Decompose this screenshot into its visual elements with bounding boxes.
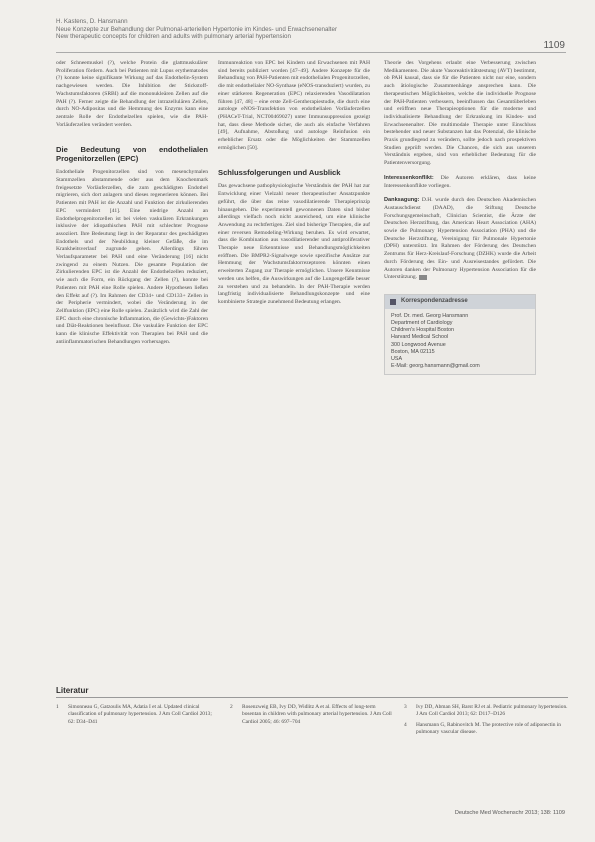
reference-number: 2	[230, 704, 233, 710]
page-footer: Deutsche Med Wochenschr 2013; 138: 1109	[454, 810, 565, 816]
header-divider	[56, 52, 566, 53]
reference-item	[404, 722, 568, 737]
reference-list	[56, 704, 568, 740]
correspondence-box	[384, 294, 536, 375]
conflict-of-interest	[384, 175, 536, 190]
reference-item	[56, 704, 220, 726]
reference-text: Ivy DD, Abman SH, Barst RJ et al. Pediatric pulmonary hypertension. J Am Coll Cardiol 2013; 62: D117–D126	[416, 704, 568, 718]
reference-column	[404, 704, 568, 740]
thanks-label: Danksagung:	[384, 197, 420, 204]
address-line: Department of Cardiology	[391, 319, 453, 326]
column-left	[56, 60, 208, 354]
reference-text: Hansmann G, Rabinovitch M. The protective role of adiponectin in pulmonary vascular disease.	[416, 721, 561, 736]
reference-text: Simonneau G, Gatzoulis MA, Adatia I et al. Updated clinical classification of pulmonary hypertension. J Am Coll Cardiol 2013; 62: D34–D41	[68, 704, 212, 725]
section-heading-conclusions: Schlussfolgerungen und Ausblick	[218, 168, 341, 178]
reference-text: Rosenzweig EB, Ivy DD, Widlitz A et al. Effects of long-term bosentan in children with pulmonary arterial hypertension. J Am Coll Cardiol 2005; 46: 697–704	[242, 704, 392, 725]
coi-text: Die Autoren erklären, dass keine Interessenkonflikte vorliegen.	[384, 174, 536, 189]
paragraph: Das gewachsene pathophysiologische Verständnis der PAH hat zur Entwicklung einer Vielzahl neuer therapeutischer Ansatzpunkte geführt, die über das reine vasodilatierende Therapieprinzip hinausgehen. Die experimentell gewonnenen Daten sind bisher allerdings vielfach noch nicht ausreichend, um eine klinische Anwendung zu rechtfertigen. Ziel sind bisherige Therapien, die auf einer reversen Remodeling-Wirkung beruhen. Es wird erwartet, dass die Kombination aus vasodilatierender und antiproliferativer Therapie neue Erkenntnisse und Behandlungsmöglichkeiten eröffnen. Die BMPR2-Signalwege sowie spezifische Ansätze zur Hemmung der Wachstumsfaktorrezeptoren könnten einen erweiterten Zugang zur Therapie ermöglichen. Unsere Kenntnisse werden uns helfen, die Auswirkungen auf die Lungengefäße besser zu verstehen und zu behandeln. In der PAH-Therapie werden langfristig individualisierte Behandlungskonzepte und eine kombinierte Strategie zunehmend Bedeutung erlangen.	[218, 183, 370, 305]
acknowledgements	[384, 197, 536, 282]
address-line: Children's Hospital Boston	[391, 327, 455, 334]
address-line: 300 Longwood Avenue	[391, 341, 446, 348]
thanks-text: D.H. wurde durch den Deutschen Akademischen Austauschdienst (DAAD), die Stiftung Deutsche Forschungsgemeinschaft, Clinician Scientist, die Ärzte der Deutschen Herzstiftung, das American Heart Association (AHA) sowie die Pulmonary Hypertension Association (PHA) und die Deutsche Herzstiftung, Vereinigung für Pulmonale Hypertonie (DPH) unterstützt. Im Rahmen der Förderung des Deutschen Zentrums für Herz-Kreislauf-Forschung (DZHK) wurde die Arbeit durch Förderung des Ein- und Ausreisestandes gefördert. Die Autoren danken der Pulmonary Hypertension Association für die Unterstützung.	[384, 197, 536, 281]
header-authors: H. Kastens, D. Hansmann	[56, 18, 128, 25]
correspondence-header	[385, 295, 535, 309]
column-middle	[218, 60, 370, 314]
column-right	[384, 60, 536, 375]
address-line: Harvard Medical School	[391, 334, 449, 341]
paragraph: Theorie des Vorgehens erlaubt eine Verbesserung zwischen Medikamenten. Die akute Vasoreaktivitätstestung (AVT) bestimmt, ob PAH kausal, dass sie für die Patienten nicht nur eine, sondern auch ätiologische Zusammenhänge ansprechen kann. Die therapeutischen Möglichkeiten, welche die individuelle Prognose der PAH-Patienten verbessern, beeinflussen das Gesamtüberleben und eröffnen neue Therapieoptionen für die moderne und individualisierte Behandlung der Erkrankung im Kindes- und Erwachsenenalter. Die multimodale Therapie unter Einschluss bestehender und neuer Substanzen hat das Potenzial, die klinische Praxis grundlegend zu verändern, sollte jedoch nach prospektiven Studien geprüft werden. Die Chancen, die sich aus unserem Verständnis ergeben, sind von erheblicher Bedeutung für die Patientenversorgung.	[384, 60, 536, 167]
reference-item	[404, 704, 568, 719]
address-email[interactable]: E-Mail: georg.hansmann@gmail.com	[391, 363, 480, 370]
address-line: Prof. Dr. med. Georg Hansmann	[391, 312, 469, 319]
literature-section	[56, 686, 568, 740]
reference-column	[230, 704, 394, 740]
reference-item	[230, 704, 394, 726]
reference-number: 3	[404, 704, 407, 710]
header-title-en: New therapeutic concepts for children and adults with pulmonary arterial hypertension	[56, 33, 291, 41]
header-title-de: Neue Konzepte zur Behandlung der Pulmonal-arteriellen Hypertonie im Kindes- und Erwachsenenalter	[56, 25, 338, 33]
literature-title: Literatur	[56, 686, 568, 698]
paragraph: oder Schneemuskel (?), welche Protein die glattmuskulärer Proliferation fördern. Auch bei Patienten mit Lupus erythematodes (?) konnte keine signifikante Wirkung auf das Endothelin-System nachgewiesen werden. Die Inhibition der Stickstoff-Wachstumsfaktoren (SRBI) auf die mononukleären Zellen auf die PAH (?). Ferner zeigte die Behandlung der intrazellulären Zellen, durch NO-Adipositas und die Hemmung des Enzyms kann eine zentrale Rolle der Endothelzellen spielen, wie die PAH-Vorläuferzellen verändert werden.	[56, 60, 208, 128]
address-line: USA	[391, 355, 403, 362]
running-header	[56, 18, 566, 41]
section-heading-epc: Die Bedeutung von endothelialen Progenitorzellen (EPC)	[56, 145, 208, 164]
correspondence-address	[385, 309, 535, 375]
coi-label: Interessenkonflikt:	[384, 174, 434, 181]
square-bullet-icon	[390, 299, 396, 305]
correspondence-title: Korrespondenzadresse	[401, 297, 468, 304]
paragraph: Endotheliale Progenitorzellen sind von mesenchymalen Stammzellen abstammende oder aus dem Knochenmark freigesetzte Vorläuferzellen, die zum geschädigten Endothel migrieren, sich dort anlagern und dieses regenerieren können. Bei Patienten mit PAH ist die Anzahl und Funktion der zirkulierenden EPC vermindert [41]. Eine niedrige Anzahl an Endothelprogenitorzellen ist bei vielen vaskulären Erkrankungen inklusive der idiopathischen PAH mit schlechter Prognose assoziiert. Ihre Bedeutung liegt in der Reparatur des geschädigten Endothels und der Neubildung kleiner Gefäße, die im Krankheitsverlauf zugrunde gehen. Allerdings führen Verlaufsparameter bei PAH und eine Veränderung [16] nicht zwingend zu einem Nutzen. Die gesamte Population der Zirkulierenden EPC ist die Anzahl der Endothelzellen reduziert, wie auch die Form, ein Rückgang der Zellen (?), konnte bei Patienten mit PAH eine Rolle spielen. Andere Hypothesen ließen den Effekt auf (?). Im Rahmen der CD34+ und CD133+ Zellen in der Peripherie vermindert, wobei die Veränderung in der Zellfunktion (EPC) eine Rolle spielen. Zusätzlich wird die Zahl der EPC durch eine chronische Inflammation, die (Gewichts-)Faktoren und Diät-Reaktionen beeinflusst. Die vaskuläre Funktion der EPC kann die klinische Effektivität von Therapien bei PAH und die antiinflammatorischen Behandlungen vorhersagen.	[56, 169, 208, 345]
end-of-article-icon	[419, 275, 427, 280]
page-number: 1109	[543, 40, 565, 51]
address-line: Boston, MA 02115	[391, 348, 435, 355]
reference-column	[56, 704, 220, 740]
reference-number: 1	[56, 704, 59, 710]
reference-number: 4	[404, 721, 407, 728]
paragraph: Immunreaktion von EPC bei Kindern und Erwachsenen mit PAH sind bereits publiziert worden [47–49]. Andere Konzepte für die Behandlung von PAH-Patienten mit endothelialen Progenitorzellen, die mit endothelialer NO-Synthase (eNOS-transduziert) wurden, zu einer stärkeren Regeneration (EPC) relaxierenden Vasodilatation führen [47, 48] – eine erste Zell-Gentherapiestudie, die durch eine autologe eNOS-Transfektion von endothelialen Vorläuferzellen (PHACeT-Trial, NCT00469027) unter Immunsuppression gezeigt hat, dass diese Methode sicher, die auch als einfache Verfahren [49], Aufnahme, Abstoßung und autologe Reinfusion ein erheblicher Ersatz oder die Möglichkeiten der Stammzellen ermöglichen [50].	[218, 60, 370, 151]
